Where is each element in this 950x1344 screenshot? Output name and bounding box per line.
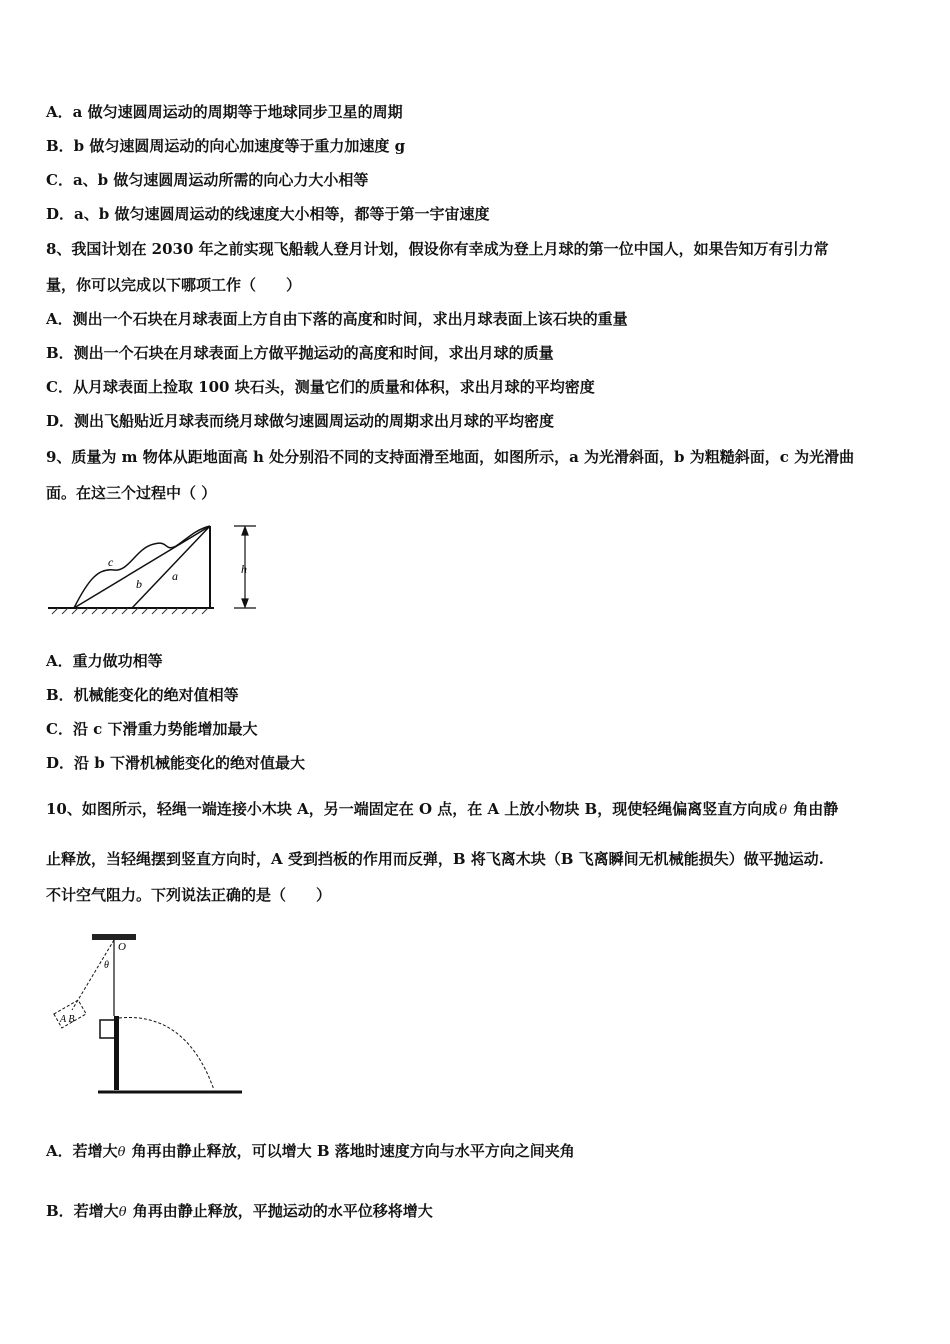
- q8-stem-line2: 量，你可以完成以下哪项工作（ ）: [46, 276, 302, 294]
- trajectory: [119, 1017, 214, 1090]
- q8-option-a: A．测出一个石块在月球表面上方自由下落的高度和时间，求出月球表面上该石块的重量: [46, 310, 628, 328]
- q10-stem-line1-end: 角由静: [793, 800, 839, 818]
- label-ab: A B: [60, 1014, 75, 1025]
- label-b: b: [136, 577, 142, 591]
- q10-figure: [44, 928, 254, 1100]
- slope-b: [74, 526, 210, 608]
- q10-stem-line1-text: 10、如图所示，轻绳一端连接小木块 A，另一端固定在 O 点，在 A 上放小物块 B，现使轻绳偏离竖直方向成: [46, 800, 778, 818]
- q10-option-a: [46, 1140, 575, 1162]
- q10-option-b: [46, 1200, 433, 1222]
- q7-option-d: D．a、b 做匀速圆周运动的线速度大小相等，都等于第一宇宙速度: [46, 205, 490, 223]
- q9-stem-line2: 面。在这三个过程中（ ）: [46, 484, 217, 502]
- q10-stem-line1: [46, 798, 838, 820]
- q7-option-c: C．a、b 做匀速圆周运动所需的向心力大小相等: [46, 171, 369, 189]
- q8-stem-line1: 8、我国计划在 2030 年之前实现飞船载人登月计划，假设你有幸成为登上月球的第一位中国人，如果告知万有引力常: [46, 240, 829, 258]
- theta-symbol-b: θ: [118, 1205, 127, 1220]
- label-h: h: [241, 562, 247, 576]
- label-theta: θ: [104, 960, 109, 971]
- q10-option-a-post: 角再由静止释放，可以增大 B 落地时速度方向与水平方向之间夹角: [131, 1142, 575, 1160]
- label-c: c: [108, 555, 114, 569]
- q7-option-b: B．b 做匀速圆周运动的向心加速度等于重力加速度 g: [46, 137, 406, 155]
- q10-option-a-pre: A．若增大: [46, 1142, 118, 1160]
- q10-stem-line3: 不计空气阻力。下列说法正确的是（ ）: [46, 886, 332, 904]
- q9-stem-line1: 9、质量为 m 物体从距地面高 h 处分别沿不同的支持面滑至地面，如图所示，a 为光滑斜面，b 为粗糙斜面，c 为光滑曲: [46, 448, 855, 466]
- q9-figure: [44, 518, 274, 626]
- q8-option-d: D．测出飞船贴近月球表而绕月球做匀速圆周运动的周期求出月球的平均密度: [46, 412, 555, 430]
- q8-option-b: B．测出一个石块在月球表面上方做平抛运动的高度和时间，求出月球的质量: [46, 344, 554, 362]
- label-o: O: [118, 941, 126, 953]
- rope-released: [72, 940, 114, 1010]
- slope-a: [132, 526, 210, 608]
- q9-option-d: D．沿 b 下滑机械能变化的绝对值最大: [46, 754, 305, 772]
- q7-option-a: A．a 做匀速圆周运动的周期等于地球同步卫星的周期: [46, 103, 403, 121]
- theta-symbol: θ: [779, 803, 788, 818]
- ground: [48, 608, 214, 614]
- q9-option-c: C．沿 c 下滑重力势能增加最大: [46, 720, 258, 738]
- ceiling: [92, 934, 136, 940]
- q10-option-b-post: 角再由静止释放，平抛运动的水平位移将增大: [132, 1202, 433, 1220]
- q9-option-b: B．机械能变化的绝对值相等: [46, 686, 239, 704]
- q10-stem-line2: 止释放，当轻绳摆到竖直方向时，A 受到挡板的作用而反弹，B 将飞离木块（B 飞离瞬间无机械能损失）做平抛运动.: [46, 850, 824, 868]
- theta-symbol-a: θ: [117, 1145, 126, 1160]
- baffle: [114, 1016, 119, 1090]
- label-a: a: [172, 569, 178, 583]
- q10-option-b-pre: B．若增大: [46, 1202, 119, 1220]
- q8-option-c: C．从月球表面上捡取 100 块石头，测量它们的质量和体积，求出月球的平均密度: [46, 378, 595, 396]
- q9-option-a: A．重力做功相等: [46, 652, 163, 670]
